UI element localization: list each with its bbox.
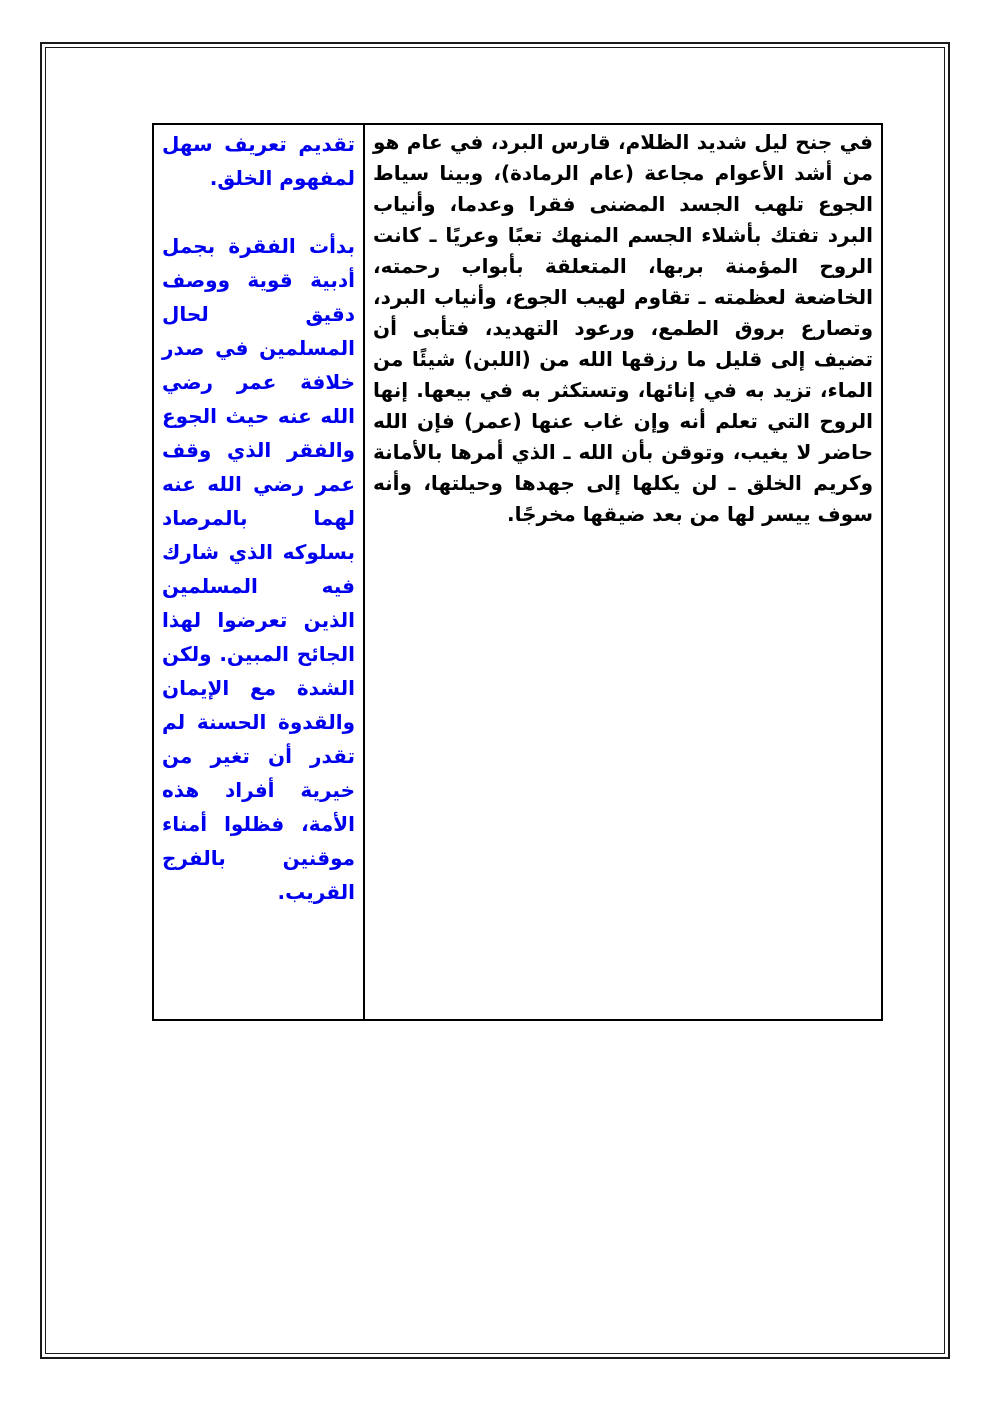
table-row: [153, 124, 882, 1020]
annotation-paragraph-1: تقديم تعريف سهل لمفهوم الخلق.: [162, 132, 355, 190]
main-text-paragraph: في جنح ليل شديد الظلام، قارس البرد، في عام هو من أشد الأعوام مجاعة (عام الرمادة)، وبينا سياط الجوع تلهب الجسد المضنى فقرا وعدما، وأنياب البرد تفتك بأشلاء الجسم المنهك تعبًا وعريًا ـ كانت الروح المؤمنة بربها، المتعلقة بأبواب رحمته، الخاضعة لعظمته ـ تقاوم لهيب الجوع، وأنياب البرد، وتصارع بروق الطمع، ورعود التهديد، فتأبى أن تضيف إلى قليل ما رزقها الله من (اللبن) شيئًا من الماء، تزيد به في إنائها، وتستكثر به في بيعها. إنها الروح التي تعلم أنه وإن غاب عنها (عمر) فإن الله حاضر لا يغيب، وتوقن بأن الله ـ الذي أمرها بالأمانة وكريم الخلق ـ لن يكلها إلى جهدها وحيلتها، وأنه سوف ييسر لها من بعد ضيقها مخرجًا.: [373, 130, 873, 526]
main-text-column: [364, 124, 882, 1020]
annotation-column: [153, 124, 364, 1020]
content-table: [152, 123, 883, 1021]
annotation-paragraph-2: بدأت الفقرة بجمل أدبية قوية ووصف دقيق لحال المسلمين في صدر خلافة عمر رضي الله عنه حيث الجوع والفقر الذي وقف عمر رضي الله عنه لهما بالمرصاد بسلوكه الذي شارك فيه المسلمين الذين تعرضوا لهذا الجائح المبين. ولكن الشدة مع الإيمان والقدوة الحسنة لم تقدر أن تغير من خيرية أفراد هذه الأمة، فظلوا أمناء موقنين بالفرج القريب.: [162, 234, 355, 904]
